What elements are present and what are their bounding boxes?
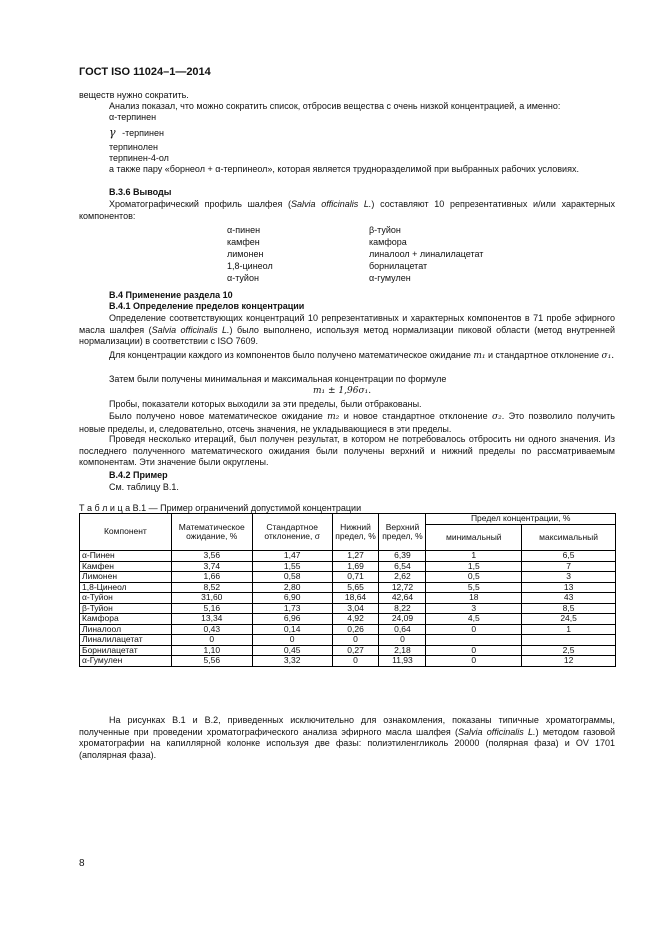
table-cell-component: α-Гумулен xyxy=(80,656,172,667)
table-row xyxy=(80,603,616,614)
table-cell-value: 1,55 xyxy=(252,561,332,572)
table-cell-value: 0 xyxy=(252,635,332,646)
table-cell-value: 0,27 xyxy=(332,645,379,656)
table-cell-value: 1,69 xyxy=(332,561,379,572)
table-cell-value: 1,5 xyxy=(426,561,522,572)
document-header: ГОСТ ISO 11024–1—2014 xyxy=(79,66,211,78)
table-cell-value: 12 xyxy=(522,656,616,667)
header-min: минимальный xyxy=(426,525,522,551)
table-cell-value: 5,5 xyxy=(426,582,522,593)
table-cell-value: 2,80 xyxy=(252,582,332,593)
table-cell-value: 1,66 xyxy=(171,572,252,583)
intro-item-3: терпинолен xyxy=(109,142,158,152)
table-cell-component: β-Туйон xyxy=(80,603,172,614)
table-cell-value xyxy=(426,635,522,646)
table-cell-value: 0,45 xyxy=(252,645,332,656)
header-upper: Верхний предел, % xyxy=(379,514,426,551)
table-cell-component: Камфора xyxy=(80,614,172,625)
section-heading-b42: В.4.2 Пример xyxy=(109,470,168,480)
header-mean: Математическое ожидание, % xyxy=(171,514,252,551)
table-cell-value xyxy=(522,635,616,646)
section-heading-b36: В.3.6 Выводы xyxy=(109,187,172,197)
concentration-limits-table xyxy=(79,513,616,667)
intro-item-2-text: -терпинен xyxy=(122,128,164,138)
table-cell-value: 1,47 xyxy=(252,551,332,562)
table-cell-component: Линалилацетат xyxy=(80,635,172,646)
table-cell-value: 0,14 xyxy=(252,624,332,635)
table-cell-value: 0,43 xyxy=(171,624,252,635)
header-component: Компонент xyxy=(80,514,172,551)
section-b41-paragraph-3: Затем были получены минимальная и максимальная концентрации по формуле xyxy=(109,374,447,384)
table-cell-value: 6,5 xyxy=(522,551,616,562)
table-cell-value: 3,32 xyxy=(252,656,332,667)
table-cell-component: α-Туйон xyxy=(80,593,172,604)
table-cell-value: 0,26 xyxy=(332,624,379,635)
example-text: См. таблицу В.1. xyxy=(109,482,179,492)
table-cell-value: 0,58 xyxy=(252,572,332,583)
table-row xyxy=(80,635,616,646)
table-cell-value: 13,34 xyxy=(171,614,252,625)
table-cell-value: 0 xyxy=(426,656,522,667)
intro-line-2: Анализ показал, что можно сократить список, отбросив вещества с очень низкой концентрацией, а именно: xyxy=(109,101,561,111)
table-cell-value: 7 xyxy=(522,561,616,572)
table-cell-value: 2,18 xyxy=(379,645,426,656)
table-cell-value: 3,74 xyxy=(171,561,252,572)
table-cell-component: Камфен xyxy=(80,561,172,572)
table-cell-value: 8,22 xyxy=(379,603,426,614)
components-right-list xyxy=(369,224,483,284)
table-cell-component: α-Пинен xyxy=(80,551,172,562)
header-stdev: Стандартное отклонение, σ xyxy=(252,514,332,551)
table-cell-value: 8,5 xyxy=(522,603,616,614)
component-item: β-туйон xyxy=(369,225,401,235)
header-limit-group: Предел концентрации, % xyxy=(426,514,616,525)
table-cell-value: 0 xyxy=(426,624,522,635)
intro-item-4: терпинен-4-ол xyxy=(109,153,169,163)
formula: m₁ ± 1,96σ₁. xyxy=(313,386,372,396)
section-b41-paragraph-2: Для концентрации каждого из компонентов было получено математическое ожидание m₁ и стандартное отклонение σ₁. xyxy=(109,350,615,361)
table-cell-value: 1,10 xyxy=(171,645,252,656)
gamma-symbol: γ xyxy=(109,126,116,139)
figures-paragraph: На рисунках В.1 и В.2, приведенных исключительно для ознакомления, показаны типичные хроматограммы, полученные при проведении хроматографического анализа эфирного масла шалфея (Salvia officinalis L.) методом газовой хроматографии на капиллярной колонке используя две фазы: полиэтиленгликоль 20000 (полярная фаза) и OV 1701 (аполярная фаза). xyxy=(79,715,615,760)
table-cell-value: 42,64 xyxy=(379,593,426,604)
table-cell-value: 1,27 xyxy=(332,551,379,562)
table-cell-value: 3 xyxy=(522,572,616,583)
section-b36-paragraph: Хроматографический профиль шалфея (Salvia officinalis L.) составляют 10 репрезентативных и/или характерных компонентов: xyxy=(79,199,616,221)
table-cell-component: Линалоол xyxy=(80,624,172,635)
table-row xyxy=(80,593,616,604)
table-cell-value: 0 xyxy=(332,656,379,667)
table-cell-component: Борнилацетат xyxy=(80,645,172,656)
component-item: лимонен xyxy=(227,249,264,259)
table-cell-value: 1 xyxy=(522,624,616,635)
table-cell-value: 24,5 xyxy=(522,614,616,625)
table-cell-value: 1,73 xyxy=(252,603,332,614)
header-lower: Нижний предел, % xyxy=(332,514,379,551)
table-cell-value: 3 xyxy=(426,603,522,614)
table-cell-value: 13 xyxy=(522,582,616,593)
table-cell-value: 2,62 xyxy=(379,572,426,583)
table-cell-value: 0,64 xyxy=(379,624,426,635)
table-cell-value: 43 xyxy=(522,593,616,604)
section-heading-b41: В.4.1 Определение пределов концентрации xyxy=(109,301,305,311)
intro-pair-paragraph: а также пару «борнеол + α-терпинеол», которая является трудноразделимой при выбранных рабочих условиях. xyxy=(109,164,579,174)
components-left-list xyxy=(227,224,273,284)
header-max: максимальный xyxy=(522,525,616,551)
table-cell-value: 3,56 xyxy=(171,551,252,562)
section-heading-b4: В.4 Применение раздела 10 xyxy=(109,290,233,300)
table-cell-value: 6,39 xyxy=(379,551,426,562)
table-cell-value: 0 xyxy=(332,635,379,646)
table-cell-value: 1 xyxy=(426,551,522,562)
section-b41-paragraph-1: Определение соответствующих концентраций 10 репрезентативных и характерных компонентов в 71 пробе эфирного масла шалфея (Salvia officinalis L.) было выполнено, используя метод нормализации пиковой области (метод внутренней нормализации) в соответствии с ISO 7609. xyxy=(79,313,615,346)
component-item: линалоол + линалилацетат xyxy=(369,249,484,259)
table-row xyxy=(80,614,616,625)
table-cell-value: 5,65 xyxy=(332,582,379,593)
component-item: борнилацетат xyxy=(369,261,428,271)
table-cell-component: Лимонен xyxy=(80,572,172,583)
table-row xyxy=(80,582,616,593)
table-cell-value: 5,56 xyxy=(171,656,252,667)
table-cell-value: 0,71 xyxy=(332,572,379,583)
component-item: α-гумулен xyxy=(369,273,411,283)
component-item: α-туйон xyxy=(227,273,259,283)
table-cell-value: 12,72 xyxy=(379,582,426,593)
table-cell-value: 3,04 xyxy=(332,603,379,614)
table-cell-value: 0 xyxy=(171,635,252,646)
table-caption: Т а б л и ц а В.1 — Пример ограничений допустимой концентрации xyxy=(79,503,362,513)
page-number: 8 xyxy=(79,858,85,869)
table-cell-value: 18 xyxy=(426,593,522,604)
intro-item-1: α-терпинен xyxy=(109,112,157,122)
table-row xyxy=(80,656,616,667)
section-b41-paragraph-5: Было получено новое математическое ожидание m₂ и новое стандартное отклонение σ₂. Это позволило получить новые пределы, и, следовательно, отсечь значения, не укладывающиеся в эти пределы. xyxy=(79,411,615,434)
table-row xyxy=(80,645,616,656)
component-item: 1,8-цинеол xyxy=(227,261,273,271)
component-item: камфен xyxy=(227,237,260,247)
table-row xyxy=(80,624,616,635)
table-cell-value: 24,09 xyxy=(379,614,426,625)
table-cell-value: 18,64 xyxy=(332,593,379,604)
table-row xyxy=(80,551,616,562)
table-cell-value: 0 xyxy=(379,635,426,646)
section-b41-paragraph-6: Проведя несколько итераций, был получен результат, в котором не потребовалось отбросить ни одного значения. Из последнего полученного математического ожидания были получены верхний и нижний пределы по рассматриваемым компонентам. Эти значение были округлены. xyxy=(79,434,615,467)
component-item: α-пинен xyxy=(227,225,261,235)
table-cell-value: 4,92 xyxy=(332,614,379,625)
table-cell-value: 2,5 xyxy=(522,645,616,656)
table-cell-value: 31,60 xyxy=(171,593,252,604)
section-b41-paragraph-4: Пробы, показатели которых выходили за эти пределы, были отбракованы. xyxy=(109,399,422,409)
table-cell-value: 0 xyxy=(426,645,522,656)
table-row xyxy=(80,572,616,583)
table-cell-value: 6,96 xyxy=(252,614,332,625)
table-cell-value: 11,93 xyxy=(379,656,426,667)
table-cell-value: 6,54 xyxy=(379,561,426,572)
table-cell-component: 1,8-Цинеол xyxy=(80,582,172,593)
table-cell-value: 0,5 xyxy=(426,572,522,583)
intro-item-2 xyxy=(109,127,164,139)
table-cell-value: 6,90 xyxy=(252,593,332,604)
table-cell-value: 5,16 xyxy=(171,603,252,614)
table-cell-value: 8,52 xyxy=(171,582,252,593)
table-row xyxy=(80,561,616,572)
table-cell-value: 4,5 xyxy=(426,614,522,625)
component-item: камфора xyxy=(369,237,407,247)
intro-line-1: веществ нужно сократить. xyxy=(79,90,189,100)
